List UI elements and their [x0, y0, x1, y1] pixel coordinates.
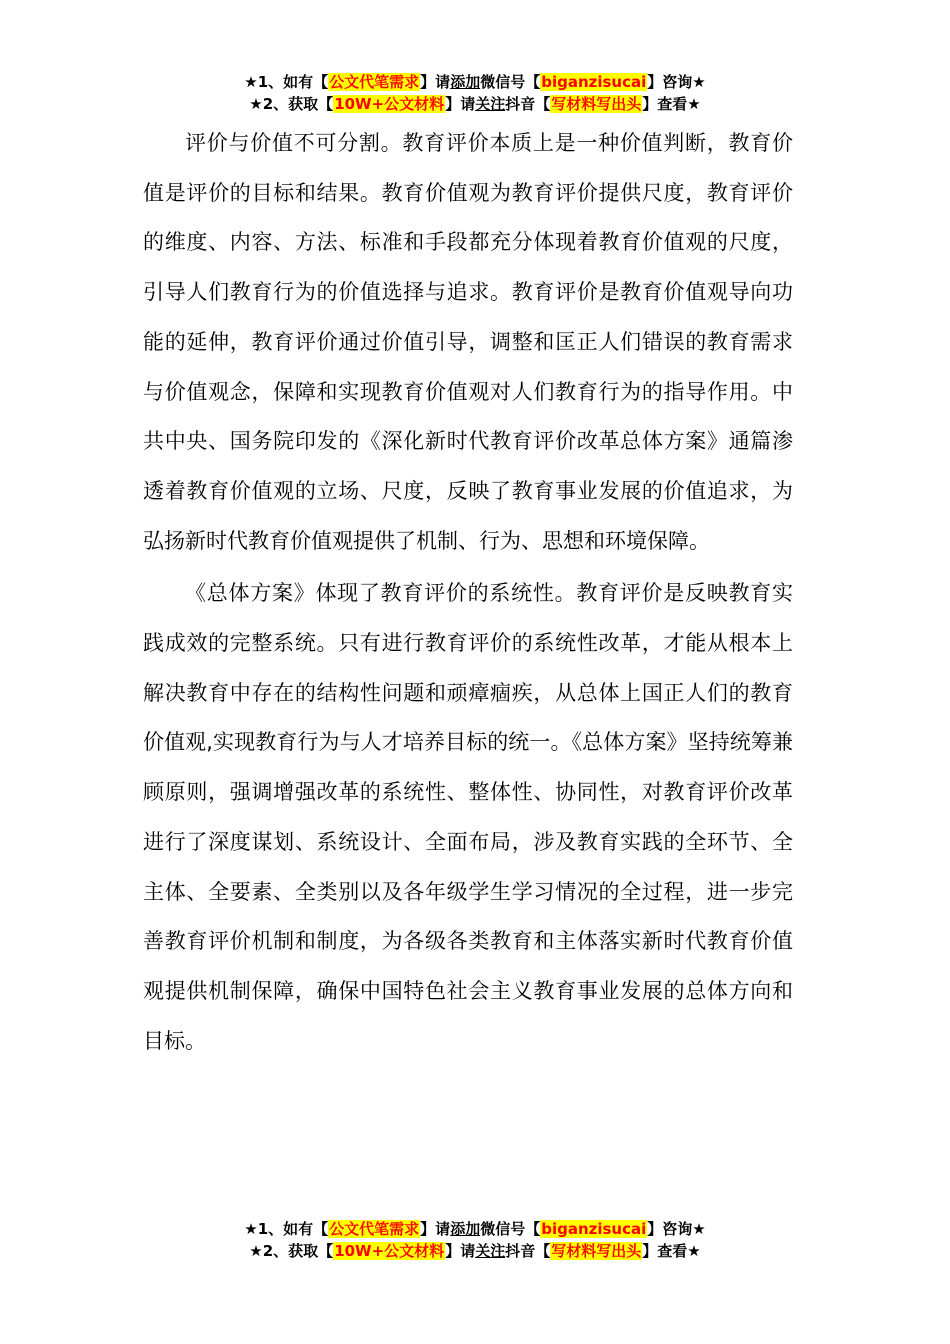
footer-banner-line-2 [0, 1240, 950, 1262]
banner-text: 】请 [420, 1220, 451, 1238]
document-body [143, 119, 793, 1066]
banner-underlined-text: 添加 [450, 73, 481, 91]
header-banner-line-1 [0, 71, 950, 93]
banner-text: ★1、如有【 [244, 1220, 329, 1238]
banner-highlight-service: 公文代笔需求 [329, 1220, 420, 1238]
banner-text: 】查看★ [642, 1242, 701, 1260]
banner-highlight-materials: 10W+公文材料 [334, 1242, 445, 1260]
banner-text: 微信号【 [480, 1220, 541, 1238]
banner-highlight-douyin-account: 写材料写出头 [551, 95, 642, 113]
banner-underlined-text: 关注 [475, 1242, 506, 1260]
banner-highlight-douyin-account: 写材料写出头 [551, 1242, 642, 1260]
body-paragraph-1: 评价与价值不可分割。教育评价本质上是一种价值判断，教育价值是评价的目标和结果。教育价值观为教育评价提供尺度，教育评价的维度、内容、方法、标准和手段都充分体现着教育价值观的尺度，引导人们教育行为的价值选择与追求。教育评价是教育价值观导向功能的延伸，教育评价通过价值引导，调整和匡正人们错误的教育需求与价值观念，保障和实现教育价值观对人们教育行为的指导作用。中共中央、国务院印发的《深化新时代教育评价改革总体方案》通篇渗透着教育价值观的立场、尺度，反映了教育事业发展的价值追求，为弘扬新时代教育价值观提供了机制、行为、思想和环境保障。 [143, 131, 793, 553]
banner-highlight-wechat-id: biganzisucai [541, 73, 647, 91]
banner-text: ★2、获取【 [249, 95, 334, 113]
banner-text: 】咨询★ [647, 1220, 706, 1238]
banner-text: 】请 [445, 1242, 476, 1260]
banner-underlined-text: 关注 [475, 95, 506, 113]
banner-text: 抖音【 [505, 1242, 551, 1260]
banner-highlight-wechat-id: biganzisucai [541, 1220, 647, 1238]
header-banner-line-2 [0, 93, 950, 115]
banner-highlight-service: 公文代笔需求 [329, 73, 420, 91]
banner-text: 微信号【 [480, 73, 541, 91]
banner-underlined-text: 添加 [450, 1220, 481, 1238]
footer-banner [0, 1218, 950, 1262]
banner-text: ★1、如有【 [244, 73, 329, 91]
banner-text: 抖音【 [505, 95, 551, 113]
footer-banner-line-1 [0, 1218, 950, 1240]
banner-text: ★2、获取【 [249, 1242, 334, 1260]
banner-text: 】请 [445, 95, 476, 113]
body-paragraph-2: 《总体方案》体现了教育评价的系统性。教育评价是反映教育实践成效的完整系统。只有进行教育评价的系统性改革，才能从根本上解决教育中存在的结构性问题和顽瘴痼疾，从总体上国正人们的教育价值观,实现教育行为与人才培养目标的统一。《总体方案》坚持统筹兼顾原则，强调增强改革的系统性、整体性、协同性，对教育评价改革进行了深度谋划、系统设计、全面布局，涉及教育实践的全环节、全主体、全要素、全类别以及各年级学生学习情况的全过程，进一步完善教育评价机制和制度，为各级各类教育和主体落实新时代教育价值观提供机制保障，确保中国特色社会主义教育事业发展的总体方向和目标。 [143, 581, 793, 1053]
banner-text: 】查看★ [642, 95, 701, 113]
banner-text: 】请 [420, 73, 451, 91]
header-banner [0, 71, 950, 115]
banner-highlight-materials: 10W+公文材料 [334, 95, 445, 113]
banner-text: 】咨询★ [647, 73, 706, 91]
